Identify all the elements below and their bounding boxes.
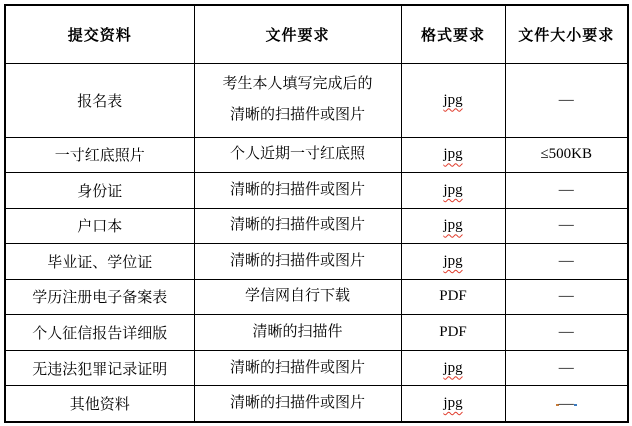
table-row — [5, 173, 628, 209]
table-row — [5, 244, 628, 280]
format-value: PDF — [439, 324, 467, 340]
material-cell: 报名表 — [5, 63, 194, 137]
format-cell — [401, 279, 505, 315]
material-cell: 毕业证、学位证 — [5, 244, 194, 280]
table-header-row — [5, 5, 628, 63]
table-row — [5, 208, 628, 244]
material-cell: 无违法犯罪记录证明 — [5, 350, 194, 386]
table-row — [5, 350, 628, 386]
file-requirement-cell — [194, 350, 401, 386]
format-value: PDF — [439, 288, 467, 305]
table-body — [5, 63, 628, 422]
size-cell: — — [505, 208, 628, 244]
file-requirement-cell — [194, 173, 401, 209]
submission-requirements-table — [4, 4, 629, 423]
format-cell — [401, 173, 505, 209]
format-cell — [401, 350, 505, 386]
header-file-requirement: 文件要求 — [194, 5, 401, 63]
size-value: — — [558, 396, 574, 413]
header-size-requirement: 文件大小要求 — [505, 5, 628, 63]
requirement-line: 清晰的扫描件或图片 — [229, 359, 365, 376]
material-cell: 一寸红底照片 — [5, 137, 194, 173]
file-requirement-cell — [194, 63, 401, 137]
format-value-spellchecked: jpg — [443, 217, 463, 234]
format-value-spellchecked: jpg — [443, 359, 463, 376]
size-cell: — — [505, 315, 628, 351]
format-value-spellchecked: jpg — [443, 395, 463, 412]
header-format-requirement: 格式要求 — [401, 5, 505, 63]
requirement-line: 清晰的扫描件或图片 — [229, 217, 365, 234]
requirement-line: 学信网自行下载 — [244, 288, 350, 305]
file-requirement-cell — [194, 244, 401, 280]
requirement-line: 清晰的扫描件 — [252, 324, 343, 340]
header-material: 提交资料 — [5, 5, 194, 63]
material-cell: 学历注册电子备案表 — [5, 279, 194, 315]
format-cell — [401, 63, 505, 137]
table-row — [5, 386, 628, 422]
table-row — [5, 137, 628, 173]
material-cell: 户口本 — [5, 208, 194, 244]
requirement-line: 清晰的扫描件或图片 — [229, 181, 365, 198]
size-cell: — — [505, 350, 628, 386]
requirement-line: 清晰的扫描件或图片 — [229, 252, 365, 269]
file-requirement-cell — [194, 137, 401, 173]
file-requirement-cell — [194, 315, 401, 351]
size-cell: ≤500KB — [505, 137, 628, 173]
format-cell — [401, 315, 505, 351]
size-cell: — — [505, 173, 628, 209]
material-cell: 身份证 — [5, 173, 194, 209]
size-cell — [505, 386, 628, 422]
format-value-spellchecked: jpg — [443, 146, 463, 163]
edit-mark-right — [574, 404, 577, 406]
format-cell — [401, 137, 505, 173]
format-value-spellchecked: jpg — [443, 252, 463, 269]
format-cell — [401, 244, 505, 280]
requirement-line: 清晰的扫描件或图片 — [229, 395, 365, 412]
format-cell — [401, 386, 505, 422]
requirement-line: 考生本人填写完成后的 — [222, 76, 373, 92]
size-cell: — — [505, 244, 628, 280]
size-cell: — — [505, 63, 628, 137]
file-requirement-cell — [194, 386, 401, 422]
table-row — [5, 279, 628, 315]
table-row — [5, 315, 628, 351]
file-requirement-cell — [194, 279, 401, 315]
format-value-spellchecked: jpg — [443, 91, 463, 108]
format-cell — [401, 208, 505, 244]
material-cell: 其他资料 — [5, 386, 194, 422]
material-cell: 个人征信报告详细版 — [5, 315, 194, 351]
requirement-line: 清晰的扫描件或图片 — [229, 107, 365, 123]
table-row — [5, 63, 628, 137]
format-value-spellchecked: jpg — [443, 181, 463, 198]
file-requirement-cell — [194, 208, 401, 244]
requirement-line: 个人近期一寸红底照 — [229, 146, 365, 163]
size-cell: — — [505, 279, 628, 315]
